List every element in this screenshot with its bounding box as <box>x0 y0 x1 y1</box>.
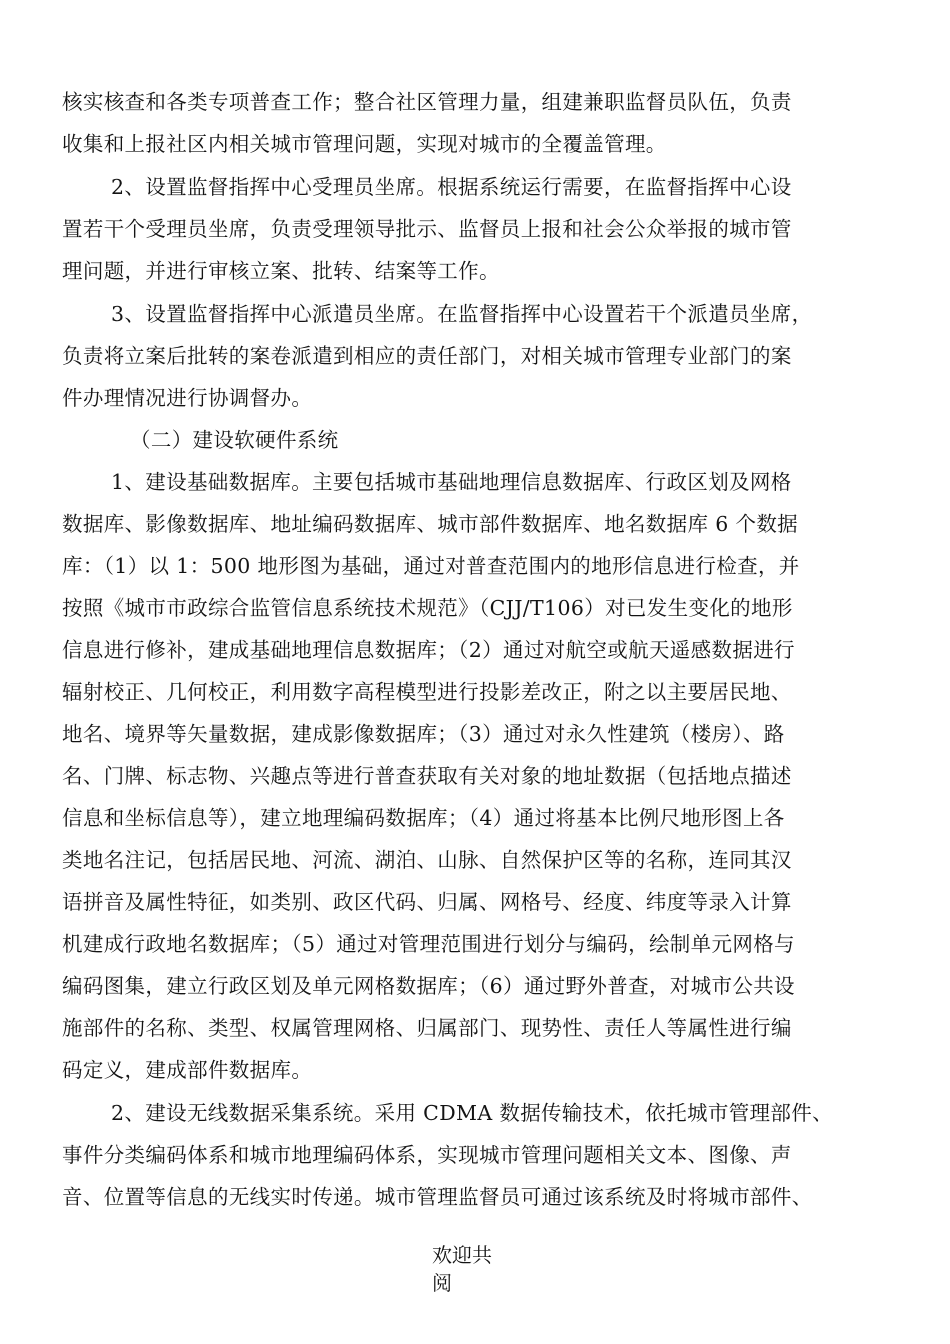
paragraph-4-line-11: 语拼音及属性特征，如类别、政区代码、归属、网格号、经度、纬度等录入计算 <box>62 890 792 914</box>
paragraph-4-line-6: 辐射校正、几何校正，利用数字高程模型进行投影差改正，附之以主要居民地、 <box>62 680 792 704</box>
paragraph-4-line-4: 按照《城市市政综合监管信息系统技术规范》（CJJ/T106）对已发生变化的地形 <box>62 596 793 620</box>
paragraph-3-line-2: 负责将立案后批转的案卷派遣到相应的责任部门，对相关城市管理专业部门的案 <box>62 344 792 368</box>
paragraph-2-line-2: 置若干个受理员坐席，负责受理领导批示、监督员上报和社会公众举报的城市管 <box>62 217 792 241</box>
section-heading: （二）建设软硬件系统 <box>130 428 339 452</box>
paragraph-5-line-2: 事件分类编码体系和城市地理编码体系，实现城市管理问题相关文本、图像、声 <box>62 1143 792 1167</box>
paragraph-4-line-10: 类地名注记，包括居民地、河流、湖泊、山脉、自然保护区等的名称，连同其汉 <box>62 848 792 872</box>
paragraph-4-line-5: 信息进行修补，建成基础地理信息数据库；（2）通过对航空或航天遥感数据进行 <box>62 638 795 662</box>
paragraph-5-line-1: 2、建设无线数据采集系统。采用 CDMA 数据传输技术，依托城市管理部件、 <box>111 1101 833 1125</box>
paragraph-4-line-15: 码定义，建成部件数据库。 <box>62 1058 313 1082</box>
paragraph-2-line-1: 2、设置监督指挥中心受理员坐席。根据系统运行需要，在监督指挥中心设 <box>111 175 792 199</box>
paragraph-4-line-2: 数据库、影像数据库、地址编码数据库、城市部件数据库、地名数据库 6 个数据 <box>62 512 799 536</box>
footer-text-line-2: 阅 <box>432 1271 452 1295</box>
paragraph-4-line-8: 名、门牌、标志物、兴趣点等进行普查获取有关对象的地址数据（包括地点描述 <box>62 764 792 788</box>
paragraph-1-line-1: 核实核查和各类专项普查工作；整合社区管理力量，组建兼职监督员队伍，负责 <box>62 90 792 114</box>
footer-text-line-1: 欢迎共 <box>432 1243 492 1267</box>
paragraph-4-line-1: 1、建设基础数据库。主要包括城市基础地理信息数据库、行政区划及网格 <box>111 470 792 494</box>
paragraph-4-line-3: 库：（1）以 1：500 地形图为基础，通过对普查范围内的地形信息进行检查，并 <box>62 554 800 578</box>
paragraph-3-line-1: 3、设置监督指挥中心派遣员坐席。在监督指挥中心设置若干个派遣员坐席， <box>111 302 813 326</box>
paragraph-4-line-14: 施部件的名称、类型、权属管理网格、归属部门、现势性、责任人等属性进行编 <box>62 1016 792 1040</box>
paragraph-5-line-3: 音、位置等信息的无线实时传递。城市管理监督员可通过该系统及时将城市部件、 <box>62 1185 813 1209</box>
paragraph-1-line-2: 收集和上报社区内相关城市管理问题，实现对城市的全覆盖管理。 <box>62 132 667 156</box>
paragraph-2-line-3: 理问题，并进行审核立案、批转、结案等工作。 <box>62 259 500 283</box>
paragraph-4-line-9: 信息和坐标信息等），建立地理编码数据库；（4）通过将基本比例尺地形图上各 <box>62 806 785 830</box>
paragraph-4-line-7: 地名、境界等矢量数据，建成影像数据库；（3）通过对永久性建筑（楼房）、路 <box>62 722 785 746</box>
paragraph-4-line-13: 编码图集，建立行政区划及单元网格数据库；（6）通过野外普查，对城市公共设 <box>62 974 795 998</box>
paragraph-4-line-12: 机建成行政地名数据库；（5）通过对管理范围进行划分与编码，绘制单元网格与 <box>62 932 795 956</box>
paragraph-3-line-3: 件办理情况进行协调督办。 <box>62 386 313 410</box>
